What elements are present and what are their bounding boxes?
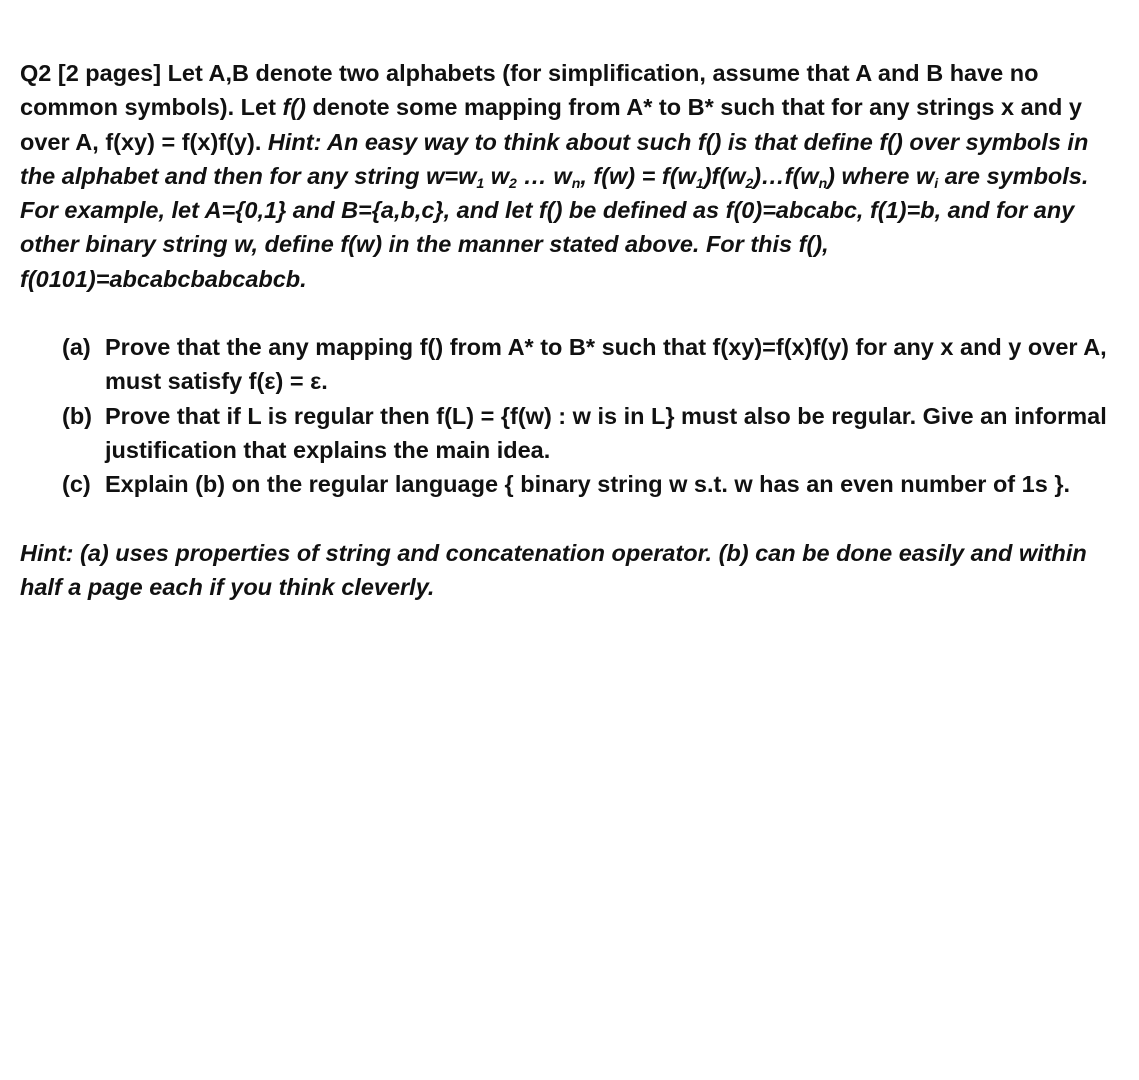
question-header: Q2 [2 pages] xyxy=(20,60,162,86)
part-label: (c) xyxy=(62,471,91,498)
hint-text-2: , f(w) = f(w xyxy=(580,162,696,189)
subscript-n: n xyxy=(571,175,581,192)
part-a xyxy=(20,330,1120,399)
final-hint: Hint: (a) uses properties of string and concatenation operator. (b) can be done easily and within half a page each if you think cleverly. xyxy=(20,539,1087,600)
part-b xyxy=(20,399,1120,468)
subscript-i: i xyxy=(934,175,939,192)
question-document xyxy=(20,56,1120,604)
question-parts-list xyxy=(20,330,1120,501)
subscript-nb: n xyxy=(818,175,828,192)
subscript-1b: 1 xyxy=(695,175,704,192)
part-c xyxy=(20,467,1120,501)
hint-w2: w xyxy=(490,162,510,189)
part-text: Prove that if L is regular then f(L) = {f(w) : w is in L} must also be regular. Give an informal justification that explains the main idea. xyxy=(105,402,1107,463)
hint-text-5: ) where w xyxy=(827,162,935,189)
part-label: (b) xyxy=(62,402,93,429)
hint-dots-wn: … w xyxy=(523,162,572,189)
f-symbol: f() xyxy=(282,94,306,121)
part-label: (a) xyxy=(62,334,91,361)
intro-text-1: Let A,B denote two alphabets (for simplification, assume that A and B have no common symbols). Let xyxy=(20,60,1039,121)
hint-text-1: Hint: An easy way to think about such f() is that define f() over symbols in the alphabet and then for any string w=w xyxy=(20,128,1089,189)
part-text: Prove that the any mapping f() from A* to B* such that f(xy)=f(x)f(y) for any x and y over A, must satisfy f(ε) = ε. xyxy=(105,334,1107,395)
hint-text-4: )…f(w xyxy=(753,162,819,189)
subscript-2: 2 xyxy=(509,175,517,192)
part-text: Explain (b) on the regular language { binary string w s.t. w has an even number of 1s }. xyxy=(105,471,1071,498)
intro-text-2: denote some mapping from A* to B* such that for any strings x and y over A, f(xy) = f(x)f(y). xyxy=(20,94,1082,155)
hint-text-6: are symbols. For example, let A={0,1} and B={a,b,c}, and let f() be defined as f(0)=abcabc, f(1)=b, and for any other binary string w, define f(w) in the manner stated above. For this f(), f(0101)=abcabcbabcabcb. xyxy=(20,162,1089,292)
subscript-1: 1 xyxy=(476,175,485,192)
question-intro xyxy=(20,56,1120,296)
subscript-2b: 2 xyxy=(745,175,754,192)
hint-text-3: )f(w xyxy=(703,162,746,189)
